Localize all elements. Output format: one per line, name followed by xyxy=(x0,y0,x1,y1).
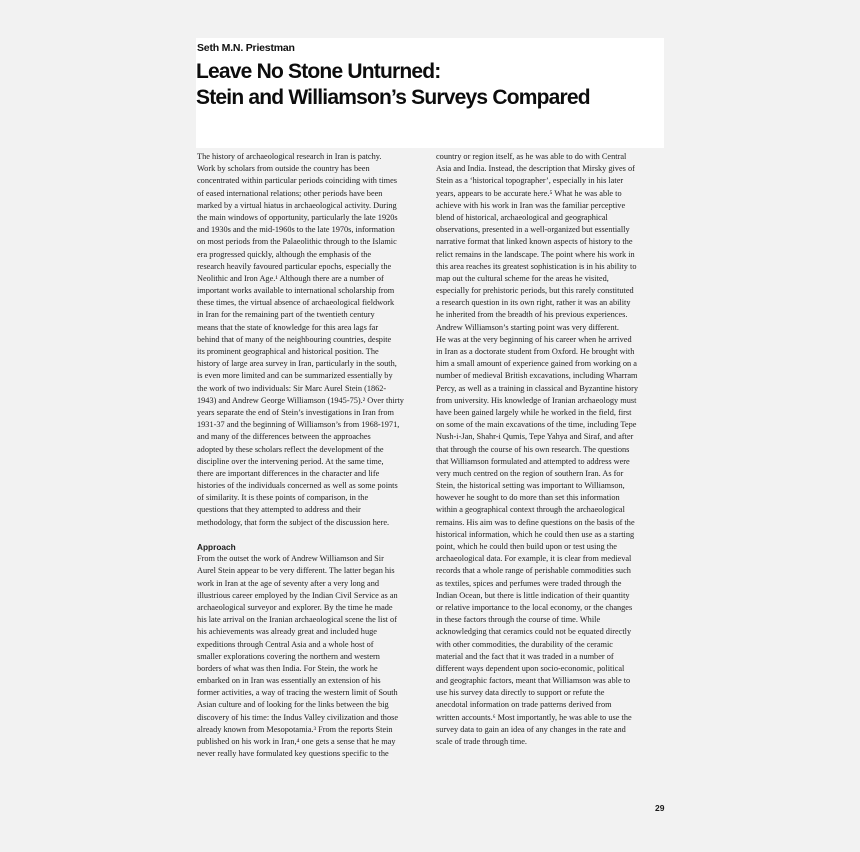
text-line: he inherited from the breadth of his previous experiences. xyxy=(436,310,628,320)
text-line: illustrious career employed by the Indian Civil Service as an xyxy=(197,590,398,600)
text-line: histories of the individuals concerned as well as some points xyxy=(197,481,398,491)
text-line: of eased international relations; other periods have been xyxy=(197,188,383,198)
text-line: number of medieval British excavations, including Wharram xyxy=(436,371,638,381)
text-line: Nush-i-Jan, Shahr-i Qumis, Tepe Yahya and Siraf, and after xyxy=(436,432,634,442)
text-line: this area reaches its greatest sophistication is in his ability to xyxy=(436,261,637,271)
text-line: Indian Ocean, but there is little indication of their quantity xyxy=(436,590,630,600)
text-line: country or region itself, as he was able to do with Central xyxy=(436,152,627,161)
text-line: expeditions through Central Asia and a whole host of xyxy=(197,639,374,649)
text-line: the main windows of opportunity, particularly the late 1920s xyxy=(197,212,398,222)
text-line: archaeological surveyor and explorer. By the time he made xyxy=(197,602,393,612)
text-line: blend of historical, archaeological and geographical xyxy=(436,212,608,222)
text-line: already known from Mesopotamia.³ From the reports Stein xyxy=(197,724,393,734)
page-number: 29 xyxy=(655,803,665,813)
text-line: Aurel Stein appear to be very different. The latter began his xyxy=(197,566,395,576)
text-line: former activities, a way of tracing the western limit of South xyxy=(197,688,398,698)
text-line: there are important differences in the character and life xyxy=(197,468,380,478)
text-line: or relative importance to the local economy, or the changes xyxy=(436,602,633,612)
right-column xyxy=(436,151,664,748)
text-line: him a small amount of experience gained from working on a xyxy=(436,359,637,369)
text-line: borders of what was then India. For Stein, the work he xyxy=(197,663,378,673)
text-line: adopted by these scholars reflect the development of the xyxy=(197,444,384,454)
text-line: within a geographical context through the archaeological xyxy=(436,505,625,515)
text-line: research heavily favoured particular epochs, especially the xyxy=(197,261,392,271)
text-line: that through the course of his own research. The questions xyxy=(436,444,630,454)
article-title xyxy=(196,59,666,111)
text-line: 1943) and Andrew George Williamson (1945-75).² Over thirty xyxy=(197,395,404,405)
text-line: different ways dependent upon socio-economic, political xyxy=(436,663,625,673)
text-line: and geographic factors, meant that Williamson was able to xyxy=(436,676,631,686)
text-line: is even more limited and can be summarized essentially by xyxy=(197,371,393,381)
text-line: methodology, that form the subject of the discussion here. xyxy=(197,517,390,527)
section-heading: Approach xyxy=(197,542,236,552)
text-line: and 1930s and the mid-1960s to the late 1970s, information xyxy=(197,225,395,235)
text-line: point, which he could then build upon or test using the xyxy=(436,542,617,551)
text-line: observations, presented in a well-organized but essentially xyxy=(436,225,630,235)
text-line: in these factors through the course of time. While xyxy=(436,615,601,625)
text-line: discovery of his time: the Indus Valley civilization and those xyxy=(197,712,399,722)
text-line: use his survey data directly to support or refute the xyxy=(436,688,605,698)
text-line: records that a whole range of perishable commodities such xyxy=(436,566,631,576)
text-line: Neolithic and Iron Age.¹ Although there are a number of xyxy=(197,273,384,283)
text-line: Asian culture and of looking for the links between the big xyxy=(197,700,389,710)
text-line: map out the cultural scheme for the areas he visited, xyxy=(436,273,609,283)
text-line: important works available to international scholarship from xyxy=(197,286,395,296)
text-line: these times, the virtual absence of archaeological fieldwork xyxy=(197,298,395,308)
text-line: and many of the differences between the approaches xyxy=(197,432,371,442)
text-line: years, appears to be accurate here.⁵ What he was able to xyxy=(436,188,622,198)
text-line: his achievements was already great and included huge xyxy=(197,627,377,637)
text-line: material and the fact that it was traded in a number of xyxy=(436,651,614,661)
text-line: very much centred on the region of southern Iran. As for xyxy=(436,468,624,478)
text-line: have been gained largely while he worked in the field, first xyxy=(436,407,632,417)
text-line: in Iran for the remaining part of the twentieth century xyxy=(197,310,375,320)
text-line: Work by scholars from outside the country has been xyxy=(197,164,370,174)
text-line: Stein as a ‘historical topographer’, especially in his later xyxy=(436,176,624,186)
text-line: a research question in its own right, rather it was an ability xyxy=(436,298,631,308)
text-line: archaeological data. For example, it is clear from medieval xyxy=(436,554,632,564)
text-line: From the outset the work of Andrew Williamson and Sir xyxy=(197,554,384,564)
text-line: survey data to gain an idea of any changes in the rate and xyxy=(436,724,626,734)
text-line: era progressed quickly, although the emphasis of the xyxy=(197,249,372,259)
text-line: scale of trade through time. xyxy=(436,737,528,746)
text-line: relict remains in the landscape. The point where his work in xyxy=(436,249,635,259)
text-line: means that the state of knowledge for this area lags far xyxy=(197,322,379,332)
text-line: in Iran as a doctorate student from Oxford. He brought with xyxy=(436,347,635,356)
text-line: written accounts.⁶ Most importantly, he was able to use the xyxy=(436,712,632,722)
text-line: narrative format that linked known aspects of history to the xyxy=(436,237,633,247)
text-line: on some of the main excavations of the time, including Tepe xyxy=(436,420,637,430)
author-name: Seth M.N. Priestman xyxy=(197,42,295,54)
text-line: concentrated within particular periods coinciding with times xyxy=(197,176,397,186)
text-line: his late arrival on the Iranian archaeological scene the list of xyxy=(197,615,397,625)
text-line: never really have formulated key questions specific to the xyxy=(197,749,389,759)
text-line: Andrew Williamson’s starting point was very different. xyxy=(436,322,620,332)
text-line: history of large area survey in Iran, particularly in the south, xyxy=(197,359,397,369)
text-line: published on his work in Iran,⁴ one gets a sense that he may xyxy=(197,737,396,746)
text-line: as textiles, spices and perfumes were traded through the xyxy=(436,578,622,588)
text-line: historical information, which he could then use as a starting xyxy=(436,529,635,539)
text-line: discipline over the intervening period. At the same time, xyxy=(197,456,384,466)
text-line: on most periods from the Palaeolithic through to the Islamic xyxy=(197,237,397,247)
text-line: embarked on in Iran was essentially an extension of his xyxy=(197,676,381,686)
title-line: Leave No Stone Unturned: xyxy=(196,60,441,83)
text-line: from university. His knowledge of Iranian archaeology must xyxy=(436,395,637,405)
text-line: 1931-37 and the beginning of Williamson’s from 1968-1971, xyxy=(197,420,400,430)
text-line: marked by a virtual hiatus in archaeological activity. During xyxy=(197,200,397,210)
text-line: The history of archaeological research in Iran is patchy. xyxy=(197,152,382,161)
title-line: Stein and Williamson’s Surveys Compared xyxy=(196,86,590,109)
text-line: behind that of many of the neighbouring countries, despite xyxy=(197,334,392,344)
text-line: especially for prehistoric periods, but this rarely constituted xyxy=(436,286,634,296)
text-line: Percy, as well as a training in classical and Byzantine history xyxy=(436,383,638,393)
text-line: however he sought to do more than set this information xyxy=(436,493,620,503)
text-line: years separate the end of Stein’s investigations in Iran from xyxy=(197,407,394,417)
text-line: work in Iran at the age of seventy after a very long and xyxy=(197,578,379,588)
text-line: that Williamson formulated and attempted to address were xyxy=(436,456,630,466)
text-line: its prominent geographical and historical position. The xyxy=(197,347,379,356)
text-line: anecdotal information on trade patterns derived from xyxy=(436,700,612,710)
left-column xyxy=(197,151,425,760)
text-line: Stein, the historical setting was important to Williamson, xyxy=(436,481,625,491)
text-line: remains. His aim was to define questions on the basis of the xyxy=(436,517,635,527)
text-line: Asia and India. Instead, the description that Mirsky gives of xyxy=(436,164,635,174)
text-line: of similarity. It is these points of comparison, in the xyxy=(197,493,369,503)
text-line: achieve with his work in Iran was the familiar perceptive xyxy=(436,200,626,210)
text-line: smaller explorations covering the northern and western xyxy=(197,651,380,661)
text-line: with other commodities, the durability of the ceramic xyxy=(436,639,613,649)
text-line: questions that they attempted to address and their xyxy=(197,505,361,515)
text-line: He was at the very beginning of his career when he arrived xyxy=(436,334,632,344)
text-line: acknowledging that ceramics could not be equated directly xyxy=(436,627,632,637)
text-line: the work of two individuals: Sir Marc Aurel Stein (1862- xyxy=(197,383,387,393)
